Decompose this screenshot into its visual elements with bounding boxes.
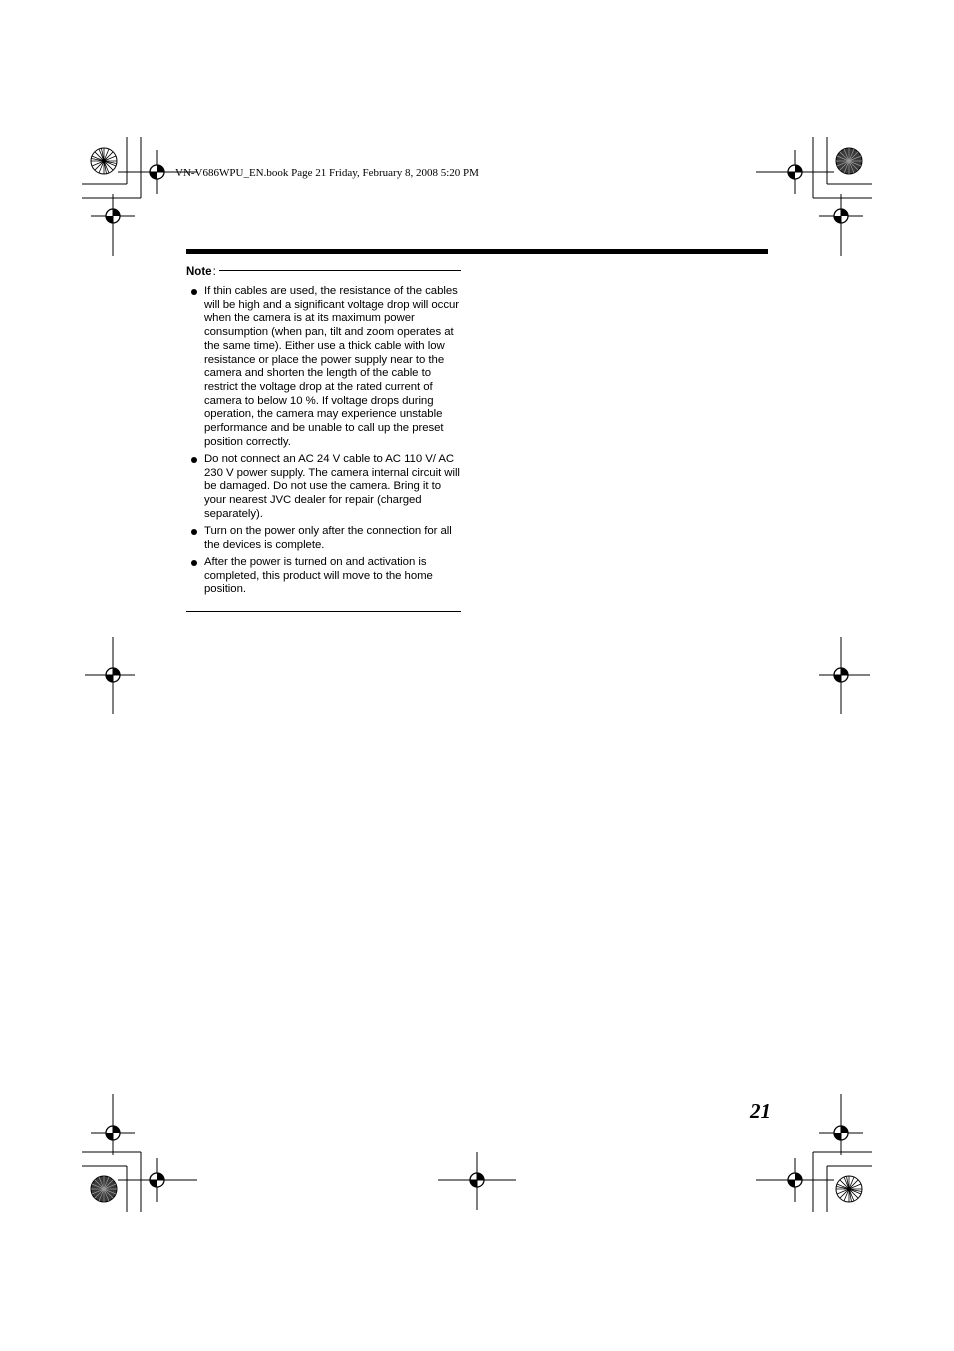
- note-box: [186, 264, 461, 600]
- color-bar-dark-icon: [836, 148, 862, 174]
- note-item: [186, 285, 461, 449]
- bullet-icon: [191, 529, 197, 535]
- note-item-text: If thin cables are used, the resistance of the cables will be high and a significant voltage drop will occur when the camera is at its maximum power consumption (when pan, tilt and zoom operates at the same time). Either use a thick cable with low resistance or place the power supply near to the camera and shorten the length of the cable to restrict the voltage drop at the rated current of camera to below 10 %. If voltage drops during operation, the camera may experience unstable performance and be unable to call up the preset position correctly.: [204, 285, 459, 448]
- note-item-text: Turn on the power only after the connection for all the devices is complete.: [204, 524, 452, 551]
- print-slug: VN-V686WPU_EN.book Page 21 Friday, February 8, 2008 5:20 PM: [175, 167, 479, 179]
- header-rule: [186, 249, 768, 254]
- note-label: Note: [186, 266, 212, 278]
- page-number: 21: [750, 1099, 771, 1123]
- note-item: [186, 525, 461, 552]
- color-bar-light-icon: [91, 148, 117, 174]
- note-colon: :: [212, 266, 216, 278]
- color-bar-light-icon: [836, 1176, 862, 1202]
- color-bar-dark-icon: [91, 1176, 117, 1202]
- bullet-icon: [191, 289, 197, 295]
- note-header-line: [219, 270, 461, 271]
- bullet-icon: [191, 560, 197, 566]
- bullet-icon: [191, 457, 197, 463]
- note-bottom-rule: [186, 611, 461, 612]
- note-item-text: After the power is turned on and activation is completed, this product will move to the home position.: [204, 555, 433, 596]
- note-item: [186, 453, 461, 522]
- note-item: [186, 556, 461, 597]
- note-item-text: Do not connect an AC 24 V cable to AC 110 V/ AC 230 V power supply. The camera internal circuit will be damaged. Do not use the camera. Bring it to your nearest JVC dealer for repair (charged separately).: [204, 452, 460, 520]
- note-header: [186, 264, 461, 279]
- note-list: [186, 285, 461, 597]
